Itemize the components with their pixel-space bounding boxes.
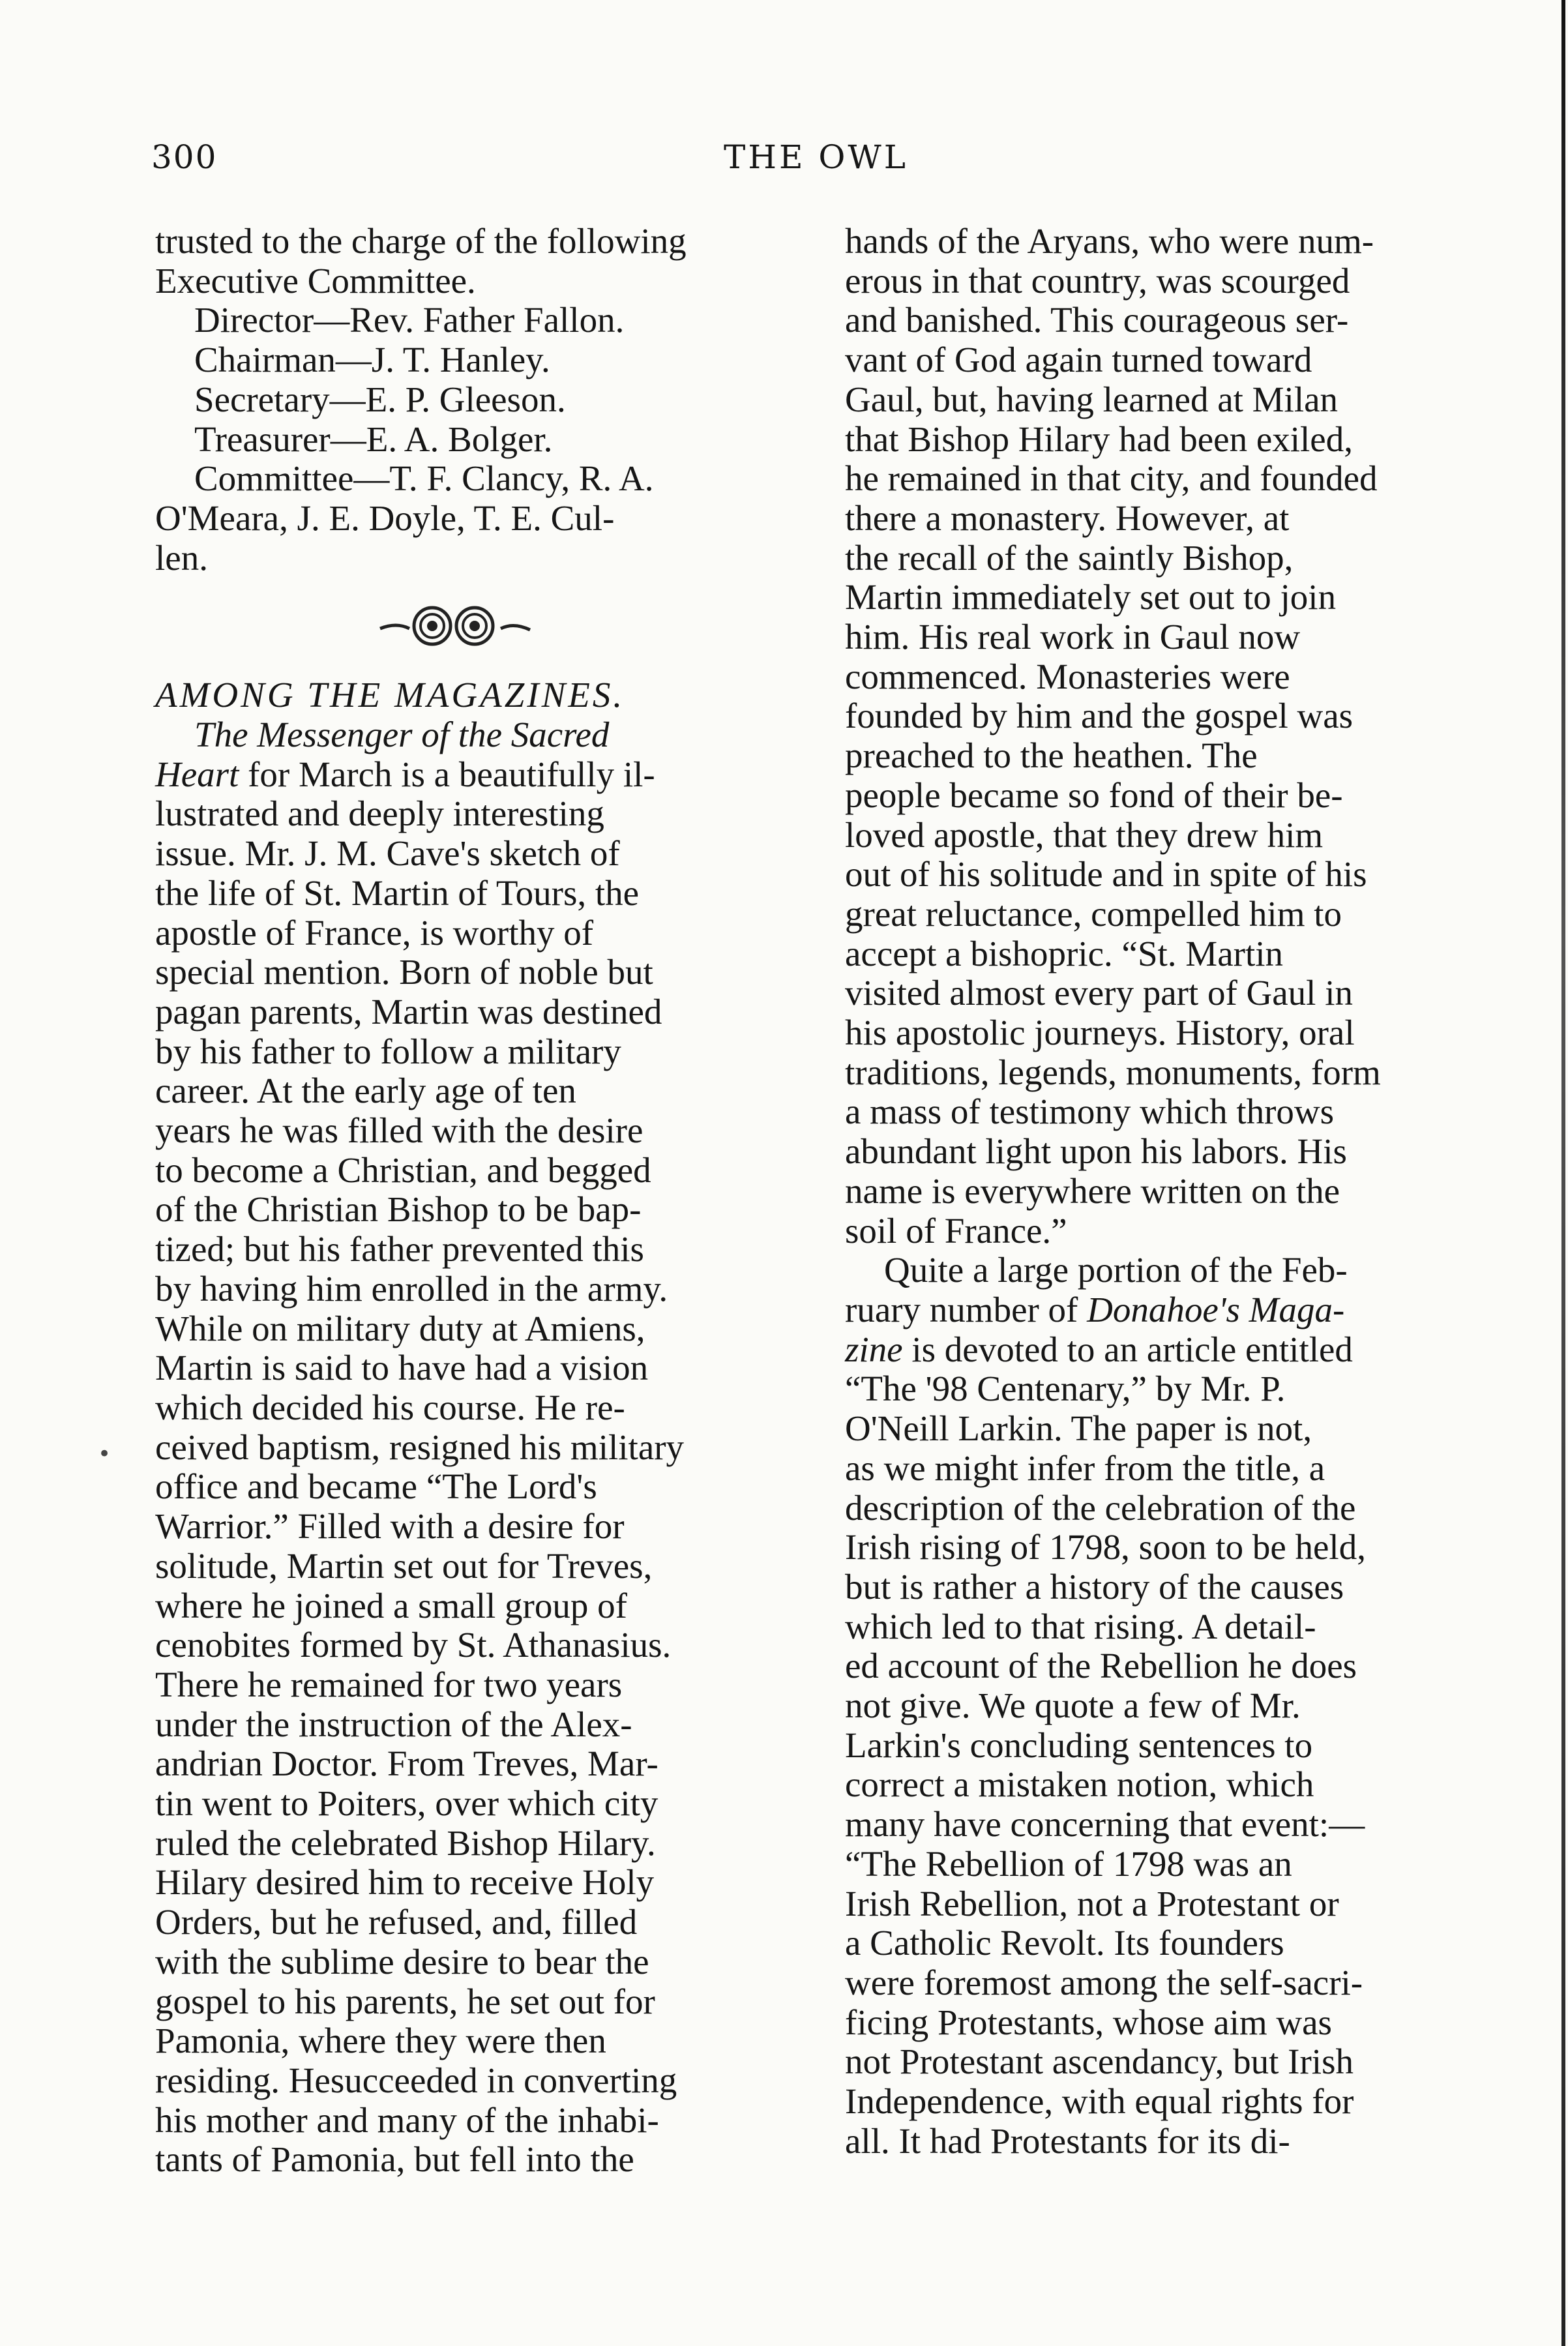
- text-line: name is everywhere written on the: [845, 1170, 1340, 1211]
- paragraph-text: is devoted to an article entitled: [902, 1329, 1353, 1369]
- magazine-title-italic: The Messenger of the Sacred: [194, 715, 610, 755]
- section-heading: AMONG THE MAGAZINES.: [155, 675, 625, 715]
- text-line: his apostolic journeys. History, oral: [845, 1013, 1355, 1053]
- text-line: issue. Mr. J. M. Cave's sketch of: [155, 833, 620, 874]
- magazine-name-italic-2: zine: [845, 1329, 903, 1369]
- swirl-ornament-icon: [377, 602, 533, 648]
- article-body-right-a: [845, 222, 1487, 1251]
- magazine-name-italic: Donahoe's Maga-: [1087, 1289, 1345, 1329]
- text-line: founded by him and the gospel was: [845, 696, 1354, 736]
- text-line: Chairman—J. T. Hanley.: [194, 340, 550, 380]
- text-line: O'Neill Larkin. The paper is not,: [845, 1408, 1312, 1449]
- text-line: not give. We quote a few of Mr.: [845, 1685, 1301, 1726]
- text-line: solitude, Martin set out for Treves,: [155, 1545, 653, 1586]
- text-line: Treasurer—E. A. Bolger.: [194, 419, 553, 459]
- text-line: but is rather a history of the causes: [845, 1566, 1344, 1607]
- text-line: where he joined a small group of: [155, 1585, 627, 1626]
- text-line: len.: [155, 537, 208, 578]
- text-line: Committee—T. F. Clancy, R. A.: [194, 458, 654, 499]
- text-line: Larkin's concluding sentences to: [845, 1725, 1313, 1765]
- text-line: by his father to follow a military: [155, 1031, 621, 1071]
- title-continuation: for March is a beautifully il-: [239, 754, 655, 794]
- text-line: tized; but his father prevented this: [155, 1229, 644, 1270]
- text-line: great reluctance, compelled him to: [845, 893, 1342, 934]
- text-line: traditions, legends, monuments, form: [845, 1052, 1381, 1092]
- ornament-divider: [155, 578, 807, 676]
- text-line: Irish rising of 1798, soon to be held,: [845, 1527, 1366, 1567]
- text-line: visited almost every part of Gaul in: [845, 973, 1353, 1013]
- article-body-right-b: [845, 1369, 1487, 2161]
- text-line: Martin immediately set out to join: [845, 577, 1337, 617]
- text-line: as we might infer from the title, a: [845, 1448, 1325, 1488]
- text-line: were foremost among the self-sacri-: [845, 1962, 1363, 2002]
- text-line: office and became “The Lord's: [155, 1466, 597, 1507]
- text-line: Secretary—E. P. Gleeson.: [194, 379, 566, 419]
- text-line: hands of the Aryans, who were num-: [845, 221, 1374, 261]
- text-line: Director—Rev. Father Fallon.: [194, 300, 625, 340]
- text-line: soil of France.”: [845, 1210, 1067, 1251]
- text-line: career. At the early age of ten: [155, 1071, 576, 1111]
- text-line: erous in that country, was scourged: [845, 260, 1350, 301]
- text-line: many have concerning that event:—: [845, 1804, 1365, 1845]
- text-line: ed account of the Rebellion he does: [845, 1646, 1357, 1686]
- magazine-title-line: [155, 715, 807, 755]
- text-line: cenobites formed by St. Athanasius.: [155, 1625, 672, 1665]
- paragraph-line: [845, 1330, 1487, 1370]
- article-body-left: [155, 794, 807, 2180]
- page-number: 300: [151, 138, 218, 176]
- text-line: his mother and many of the inhabi-: [155, 2100, 659, 2140]
- text-line: Hilary desired him to receive Holy: [155, 1862, 655, 1903]
- text-line: of the Christian Bishop to be bap-: [155, 1189, 642, 1230]
- text-line: a Catholic Revolt. Its founders: [845, 1923, 1284, 1963]
- text-line: which decided his course. He re-: [155, 1387, 625, 1427]
- page-edge-rule: [1561, 0, 1565, 2346]
- text-line: that Bishop Hilary had been exiled,: [845, 419, 1353, 459]
- text-line: the recall of the saintly Bishop,: [845, 537, 1294, 578]
- committee-list: [155, 222, 807, 578]
- text-line: not Protestant ascendancy, but Irish: [845, 2042, 1354, 2082]
- text-line: with the sublime desire to bear the: [155, 1941, 649, 1982]
- text-line: O'Meara, J. E. Doyle, T. E. Cul-: [155, 497, 615, 538]
- text-line: a mass of testimony which throws: [845, 1091, 1335, 1132]
- magazine-title-line-2: [155, 755, 807, 795]
- paragraph-line: Quite a large portion of the Feb-: [884, 1250, 1348, 1290]
- paragraph-text: ruary number of: [845, 1289, 1087, 1329]
- right-column: [845, 222, 1487, 2161]
- text-line: accept a bishopric. “St. Martin: [845, 933, 1284, 973]
- text-line: “The '98 Centenary,” by Mr. P.: [845, 1369, 1286, 1409]
- text-line: he remained in that city, and founded: [845, 458, 1378, 499]
- text-line: abundant light upon his labors. His: [845, 1131, 1347, 1172]
- text-line: there a monastery. However, at: [845, 497, 1290, 538]
- text-line: Orders, but he refused, and, filled: [155, 1902, 638, 1942]
- text-line: Pamonia, where they were then: [155, 2021, 606, 2061]
- text-line: which led to that rising. A detail-: [845, 1606, 1316, 1646]
- text-line: to become a Christian, and begged: [155, 1150, 651, 1190]
- text-line: and banished. This courageous ser-: [845, 300, 1349, 340]
- text-line: all. It had Protestants for its di-: [845, 2120, 1290, 2161]
- text-line: vant of God again turned toward: [845, 340, 1312, 380]
- text-line: the life of St. Martin of Tours, the: [155, 872, 640, 913]
- text-line: tin went to Poiters, over which city: [155, 1783, 658, 1824]
- text-line: special mention. Born of noble but: [155, 952, 653, 992]
- paragraph-line: [845, 1290, 1487, 1330]
- text-line: loved apostle, that they drew him: [845, 814, 1324, 855]
- text-line: by having him enrolled in the army.: [155, 1268, 668, 1309]
- text-line: commenced. Monasteries were: [845, 656, 1290, 696]
- text-line: Martin is said to have had a vision: [155, 1348, 649, 1388]
- running-title: THE OWL: [724, 138, 908, 176]
- text-line: ceived baptism, resigned his military: [155, 1427, 685, 1467]
- text-line: There he remained for two years: [155, 1664, 623, 1704]
- text-line: residing. Hesucceeded in converting: [155, 2060, 677, 2100]
- text-line: description of the celebration of the: [845, 1487, 1356, 1528]
- text-line: preached to the heathen. The: [845, 735, 1258, 776]
- margin-bullet-icon: •: [98, 1441, 111, 1467]
- text-line: people became so fond of their be-: [845, 775, 1343, 815]
- text-line: Irish Rebellion, not a Protestant or: [845, 1883, 1339, 1923]
- text-line: tants of Pamonia, but fell into the: [155, 2139, 634, 2180]
- text-line: lustrated and deeply interesting: [155, 794, 604, 834]
- text-line: “The Rebellion of 1798 was an: [845, 1843, 1292, 1884]
- text-line: Independence, with equal rights for: [845, 2081, 1354, 2122]
- text-line: Gaul, but, having learned at Milan: [845, 379, 1339, 419]
- text-line: gospel to his parents, he set out for: [155, 1981, 655, 2021]
- text-line: andrian Doctor. From Treves, Mar-: [155, 1744, 658, 1784]
- magazine-title-italic-2: Heart: [155, 754, 239, 794]
- left-column: [155, 222, 807, 2180]
- text-line: ficing Protestants, whose aim was: [845, 2002, 1332, 2042]
- text-line: years he was filled with the desire: [155, 1110, 643, 1151]
- text-line: Executive Committee.: [155, 260, 476, 301]
- text-line: under the instruction of the Alex-: [155, 1704, 632, 1744]
- text-line: correct a mistaken notion, which: [845, 1764, 1314, 1805]
- text-line: ruled the celebrated Bishop Hilary.: [155, 1822, 656, 1863]
- text-line: trusted to the charge of the following: [155, 221, 687, 261]
- text-line: out of his solitude and in spite of his: [845, 854, 1367, 895]
- text-line: him. His real work in Gaul now: [845, 617, 1301, 657]
- text-line: Warrior.” Filled with a desire for: [155, 1506, 625, 1547]
- text-line: apostle of France, is worthy of: [155, 912, 594, 953]
- text-line: While on military duty at Amiens,: [155, 1308, 645, 1348]
- text-line: pagan parents, Martin was destined: [155, 991, 662, 1032]
